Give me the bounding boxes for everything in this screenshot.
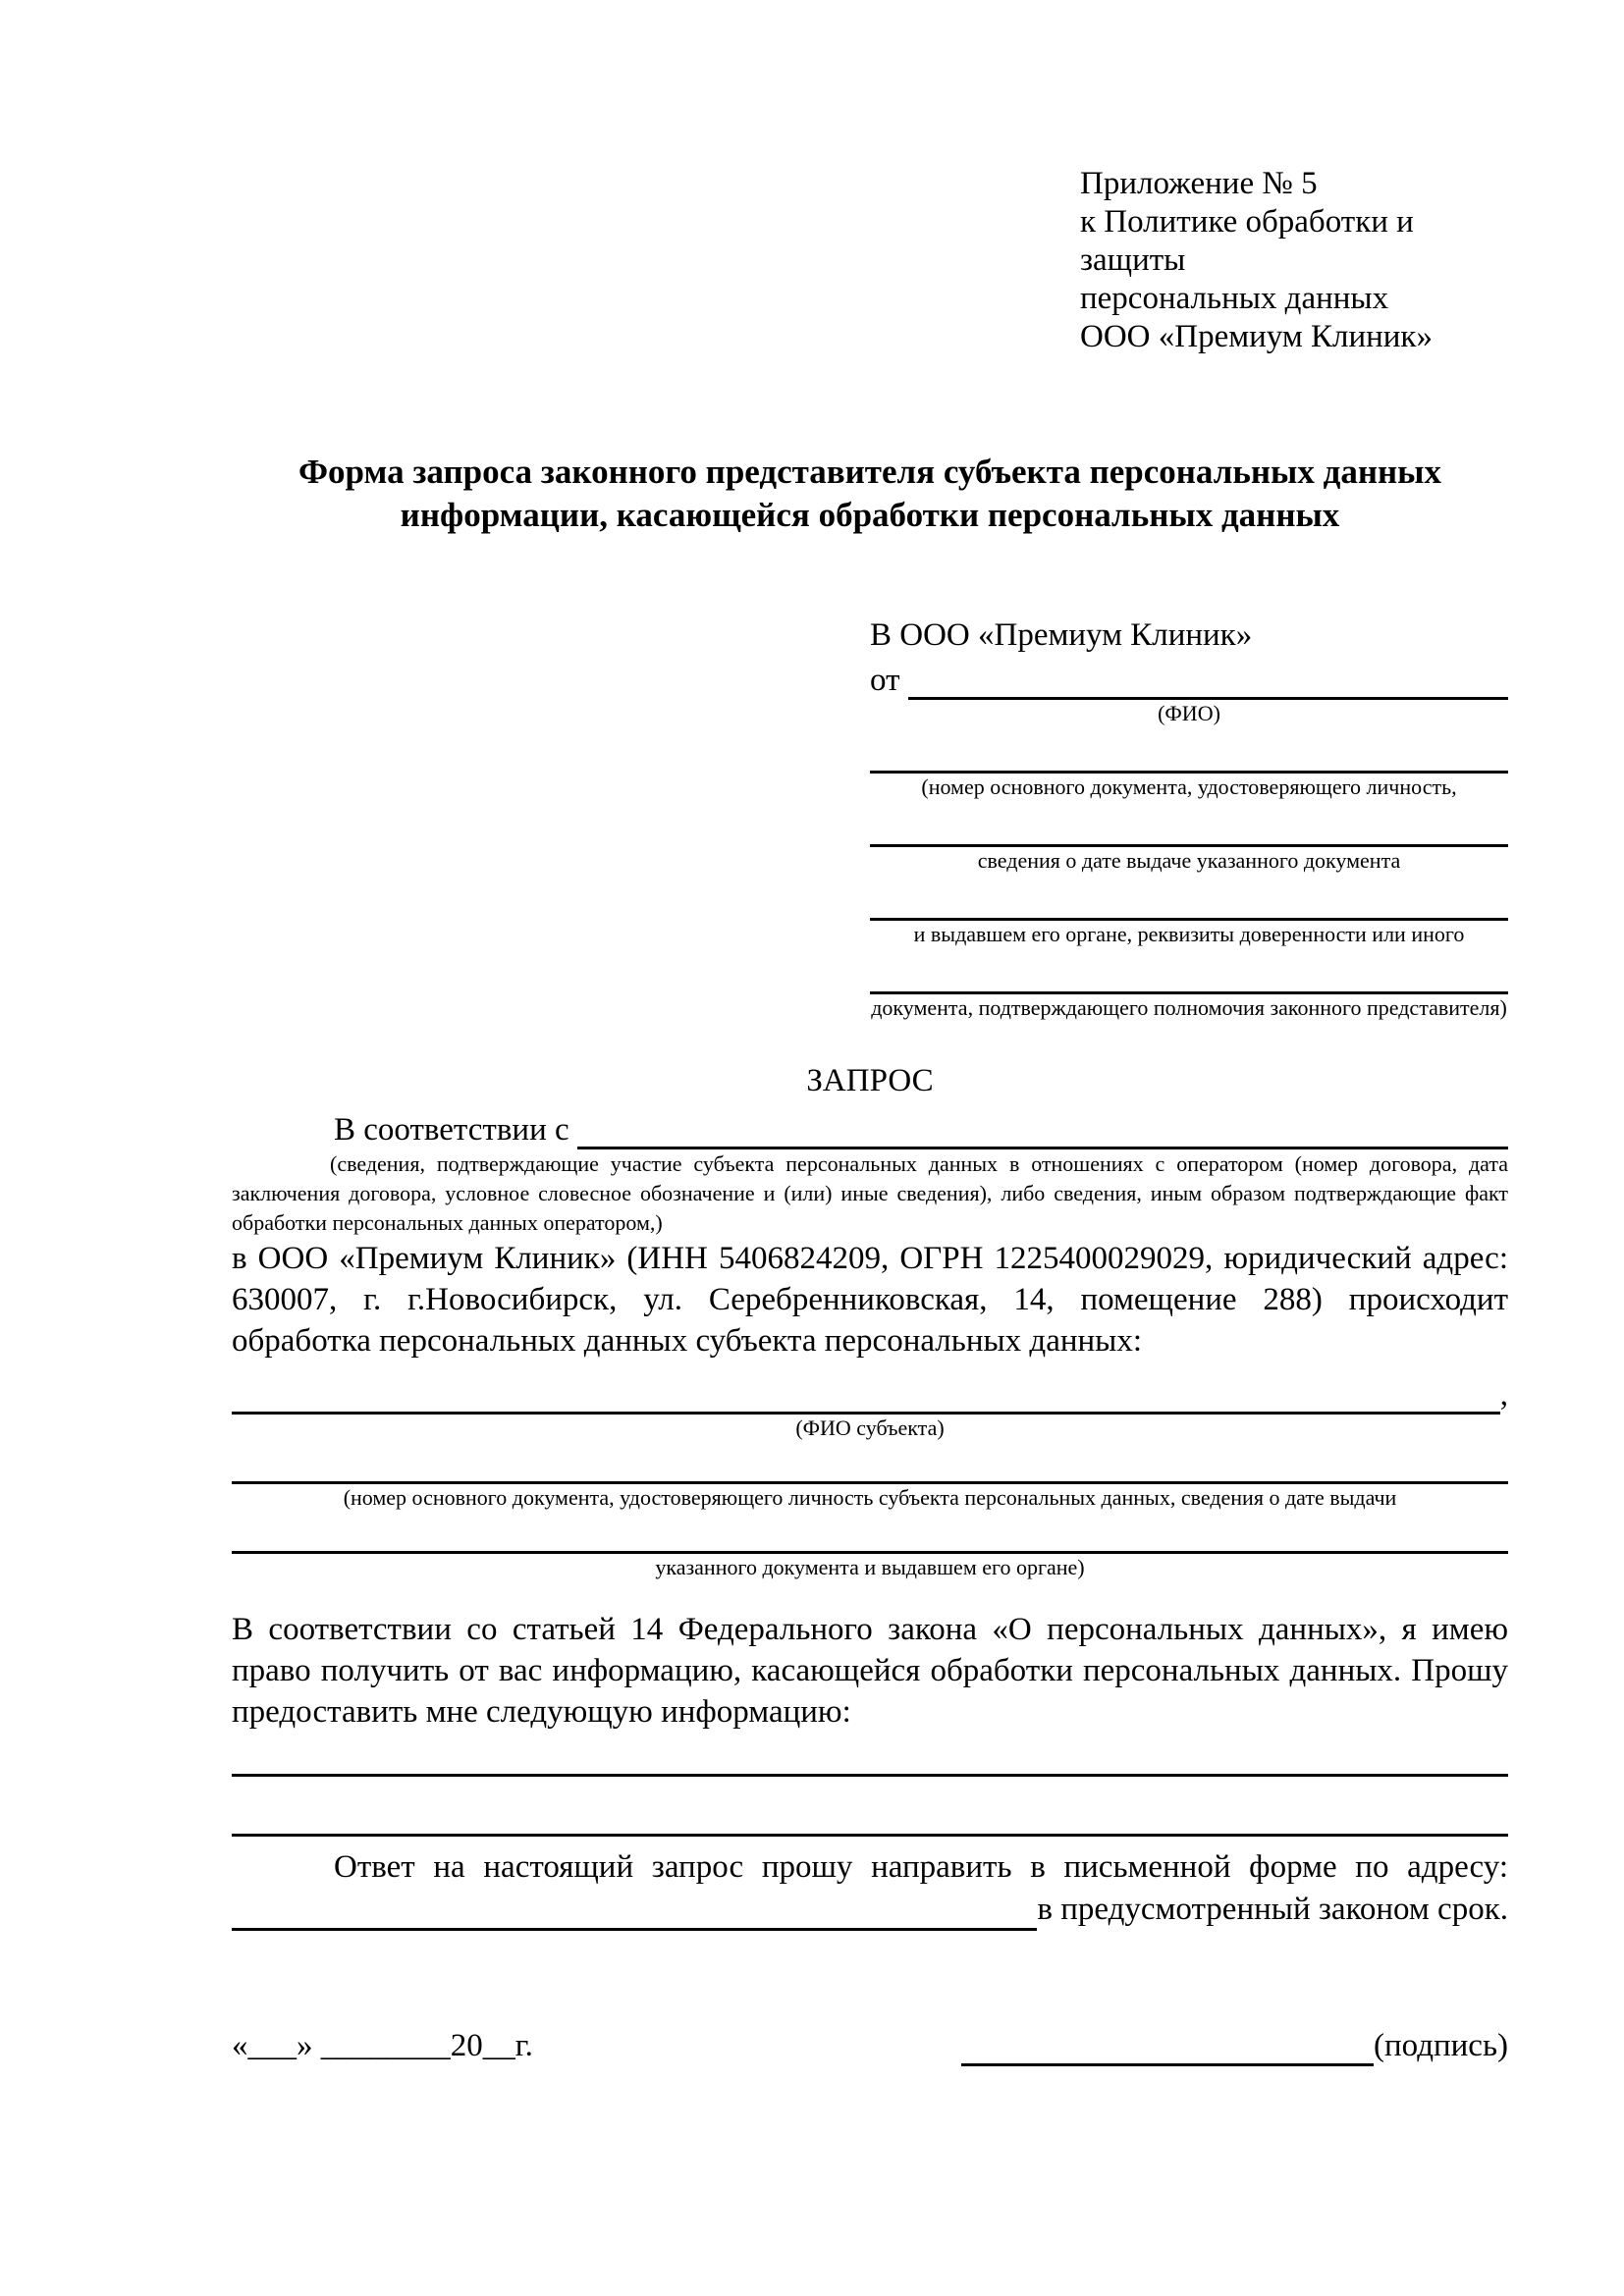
basis-caption-line: обработки персональных данных оператором,)	[232, 1210, 663, 1235]
law-paragraph-line: предоставить мне следующую информацию:	[232, 1694, 851, 1730]
doc-caption-1: (номер основного документа, удостоверяющего личность,	[921, 774, 1457, 799]
subject-doc-caption-2: указанного документа и выдавшем его органе)	[655, 1555, 1085, 1579]
appendix-line: ООО «Премиум Клиник»	[1080, 319, 1433, 354]
basis-blank[interactable]	[577, 1111, 1508, 1149]
operator-paragraph-line: обработка персональных данных субъекта персональных данных:	[232, 1323, 1142, 1359]
subject-doc-caption-1: (номер основного документа, удостоверяющего личность субъекта персональных данных, сведения о дате выдачи	[343, 1485, 1397, 1510]
reply-address-row	[232, 1889, 1508, 1931]
footer-row	[232, 2025, 1508, 2066]
date-blank[interactable]: «___» ________20__г.	[232, 2028, 533, 2063]
fio-caption: (ФИО)	[1158, 701, 1220, 725]
spacer	[870, 727, 1508, 771]
subject-fio-blank[interactable]	[232, 1376, 1500, 1415]
appendix-block	[1080, 165, 1508, 356]
subject-fio-caption: (ФИО субъекта)	[795, 1415, 945, 1440]
law-paragraph	[232, 1609, 1508, 1733]
basis-label: В соответствии с	[334, 1112, 577, 1148]
reply-paragraph-suffix: в предусмотренный законом срок.	[1037, 1892, 1508, 1927]
signature-caption: (подпись)	[1374, 2028, 1508, 2063]
reply-paragraph-line: Ответ на настоящий запрос прошу направить в письменной форме по адресу:	[334, 1849, 1508, 1885]
reply-address-blank[interactable]	[232, 1893, 1037, 1931]
spacer	[870, 875, 1508, 918]
signature-group	[961, 2025, 1508, 2066]
subject-fio-row	[232, 1375, 1508, 1415]
subject-fio-comma: ,	[1499, 1377, 1508, 1413]
appendix-line: Приложение № 5	[1080, 166, 1318, 201]
operator-paragraph-line: в ООО «Премиум Клиник» (ИНН 5406824209, ОГРН 1225400029029, юридический адрес:	[232, 1241, 1508, 1276]
document-title-line: информации, касающейся обработки персональных данных	[400, 496, 1340, 534]
doc-caption-3: и выдавшем его органе, реквизиты доверенности или иного	[913, 922, 1465, 946]
information-blank-2[interactable]	[232, 1834, 1508, 1837]
law-paragraph-line: право получить от вас информацию, касающейся обработки персональных данных. Прошу	[232, 1653, 1508, 1688]
basis-row	[232, 1110, 1508, 1149]
operator-paragraph-line: 630007, г. г.Новосибирск, ул. Серебренниковская, 14, помещение 288) происходит	[232, 1282, 1508, 1317]
spacer	[232, 1512, 1508, 1551]
basis-caption-line: (сведения, подтверждающие участие субъекта персональных данных в отношениях с оператором (номер договора, дата	[330, 1151, 1508, 1176]
representative-name-blank[interactable]	[908, 662, 1508, 700]
basis-caption-line: заключения договора, условное словесное обозначение и (или) иные сведения), либо сведения, иным образом подтверждающие факт	[232, 1181, 1508, 1205]
from-label: от	[870, 663, 908, 698]
spacer	[870, 801, 1508, 844]
from-row	[870, 661, 1508, 700]
spacer	[232, 1442, 1508, 1481]
appendix-line: к Политике обработки и защиты	[1080, 204, 1414, 278]
appendix-line: персональных данных	[1080, 281, 1389, 316]
addressee-block	[870, 615, 1508, 1022]
doc-caption-4: документа, подтверждающего полномочия законного представителя)	[871, 995, 1507, 1020]
document-title	[232, 451, 1508, 537]
spacer	[232, 1777, 1508, 1834]
request-heading: ЗАПРОС	[806, 1063, 934, 1098]
addressee-to: В ООО «Премиум Клиник»	[870, 617, 1253, 653]
spacer	[870, 948, 1508, 991]
signature-blank[interactable]	[961, 2028, 1374, 2066]
law-paragraph-line: В соответствии со статьей 14 Федерального закона «О персональных данных», я имею	[232, 1612, 1508, 1647]
spacer	[232, 1733, 1508, 1774]
doc-caption-2: сведения о дате выдаче указанного документа	[977, 848, 1401, 873]
document-title-line: Форма запроса законного представителя субъекта персональных данных	[298, 453, 1441, 491]
